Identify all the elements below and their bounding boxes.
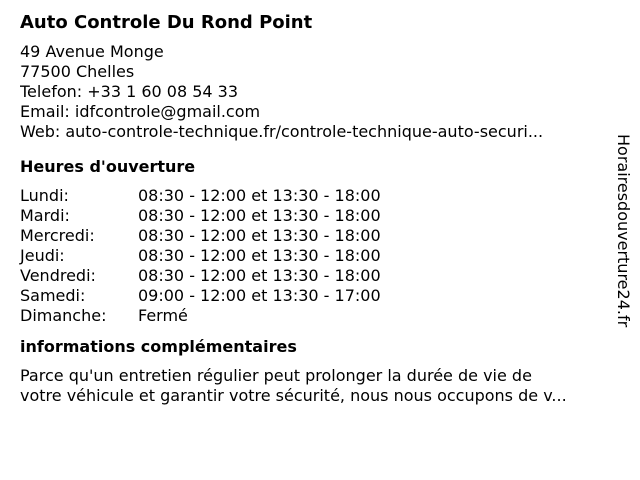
hours-row-wednesday [20, 226, 600, 246]
city-address: 77500 Chelles [20, 62, 135, 81]
time-range: 08:30 - 12:00 et 13:30 - 18:00 [138, 186, 381, 205]
street-address: 49 Avenue Monge [20, 42, 164, 61]
hours-row-sunday [20, 306, 600, 326]
opening-hours-list [20, 186, 600, 326]
day-label: Dimanche: [20, 306, 107, 325]
time-range: 08:30 - 12:00 et 13:30 - 18:00 [138, 206, 381, 225]
hours-row-thursday [20, 246, 600, 266]
day-label: Samedi: [20, 286, 86, 305]
day-label: Vendredi: [20, 266, 96, 285]
additional-info-line-1: Parce qu'un entretien régulier peut prolonger la durée de vie de [20, 366, 532, 385]
time-range: 08:30 - 12:00 et 13:30 - 18:00 [138, 266, 381, 285]
day-label: Mardi: [20, 206, 70, 225]
time-range: 08:30 - 12:00 et 13:30 - 18:00 [138, 226, 381, 245]
business-name: Auto Controle Du Rond Point [20, 12, 313, 33]
hours-row-friday [20, 266, 600, 286]
time-range: Fermé [138, 306, 188, 325]
site-brand-watermark: Horairesdouverture24.fr [614, 134, 633, 328]
hours-row-saturday [20, 286, 600, 306]
additional-info-title: informations complémentaires [20, 337, 297, 356]
time-range: 09:00 - 12:00 et 13:30 - 17:00 [138, 286, 381, 305]
opening-hours-title: Heures d'ouverture [20, 157, 196, 176]
phone-number: Telefon: +33 1 60 08 54 33 [20, 82, 239, 101]
day-label: Mercredi: [20, 226, 95, 245]
website-url: Web: auto-controle-technique.fr/controle-technique-auto-securi... [20, 122, 544, 141]
hours-row-tuesday [20, 206, 600, 226]
business-card [20, 10, 600, 406]
day-label: Lundi: [20, 186, 69, 205]
additional-info-line-2: votre véhicule et garantir votre sécurité, nous nous occupons de v... [20, 386, 567, 405]
hours-row-monday [20, 186, 600, 206]
email-address: Email: idfcontrole@gmail.com [20, 102, 261, 121]
time-range: 08:30 - 12:00 et 13:30 - 18:00 [138, 246, 381, 265]
day-label: Jeudi: [20, 246, 65, 265]
